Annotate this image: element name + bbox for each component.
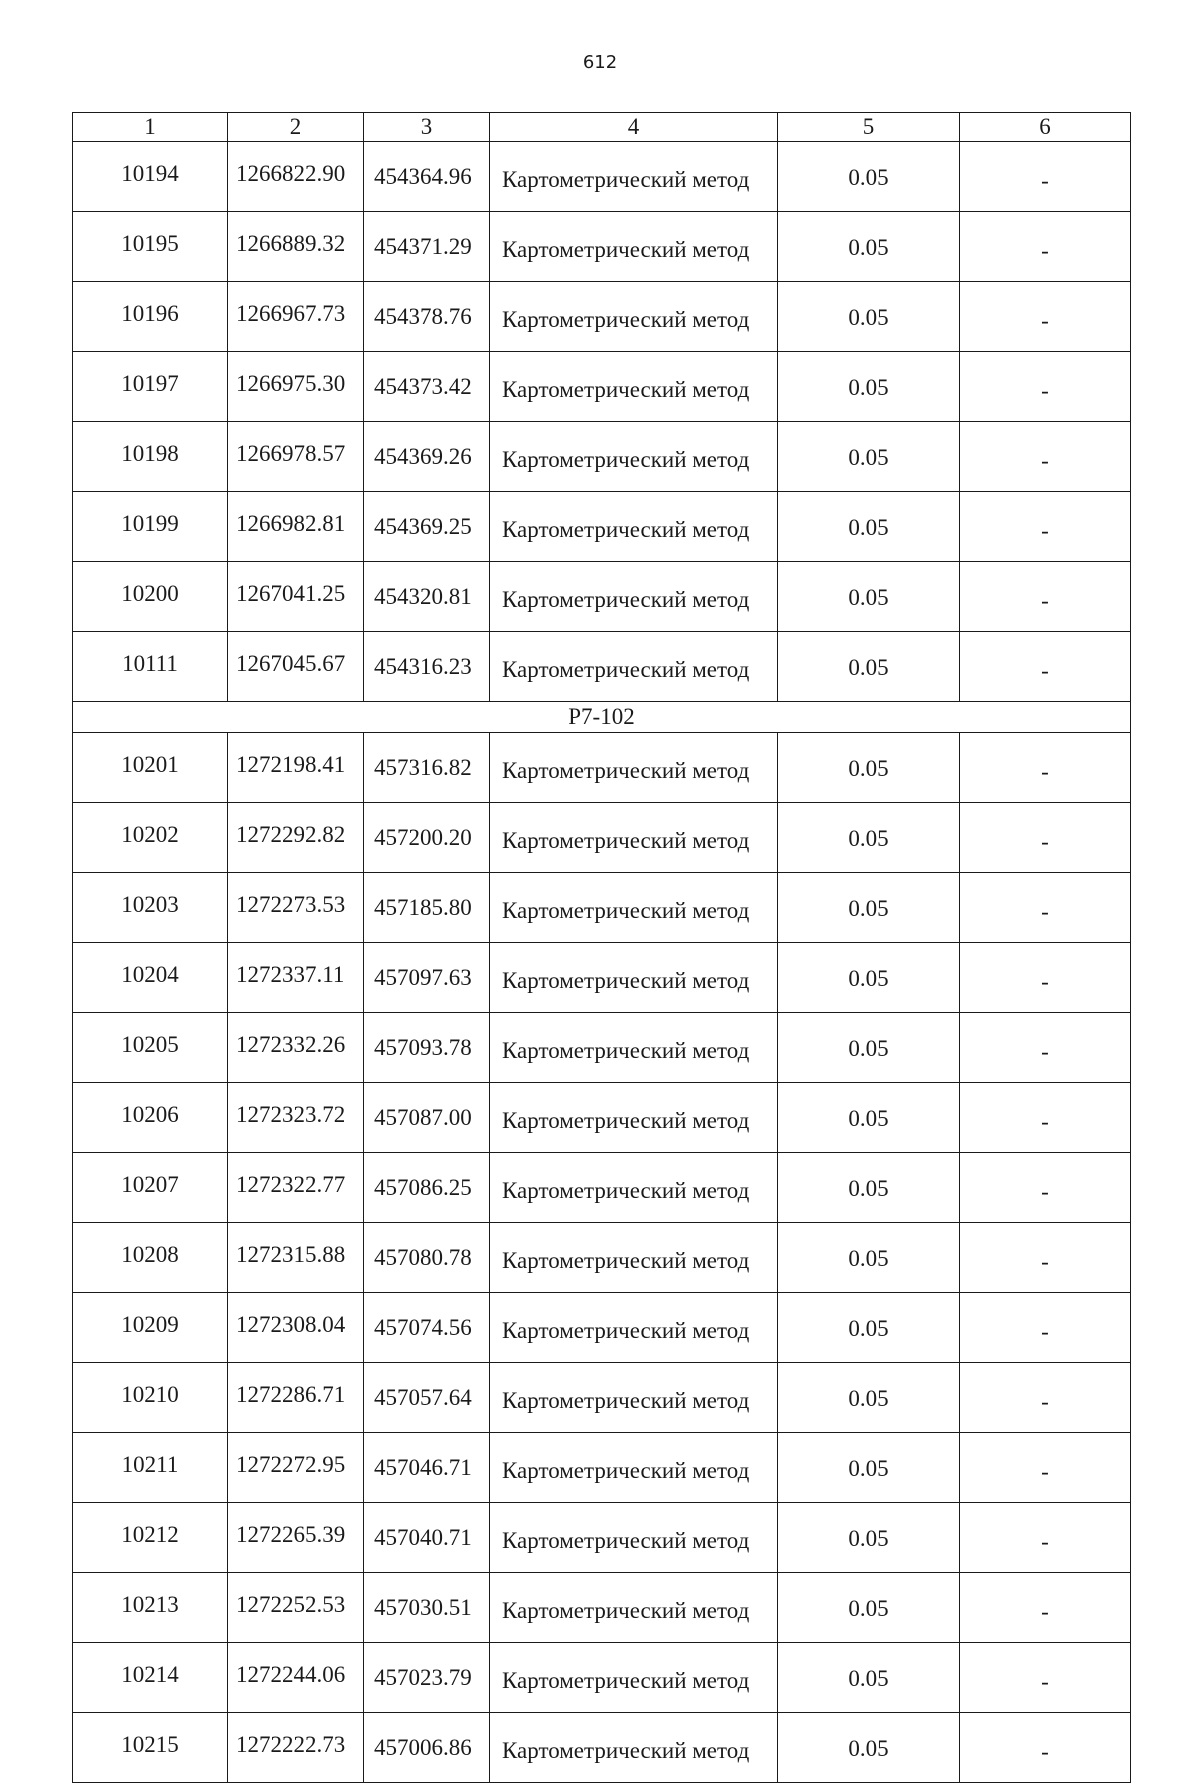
x-coordinate-cell: 1266822.90 — [228, 142, 364, 212]
table-row — [73, 1153, 1131, 1223]
method-cell: Картометрический метод — [490, 873, 778, 943]
accuracy-cell: 0.05 — [778, 1363, 960, 1433]
note-cell: - — [960, 1223, 1131, 1293]
x-coordinate-cell: 1272272.95 — [228, 1433, 364, 1503]
note-cell: - — [960, 943, 1131, 1013]
method-cell: Картометрический метод — [490, 1503, 778, 1573]
table-row — [73, 1573, 1131, 1643]
table-row — [73, 632, 1131, 702]
note-cell: - — [960, 1643, 1131, 1713]
column-header-1: 1 — [73, 113, 228, 142]
point-number-cell: 10200 — [73, 562, 228, 632]
table-row — [73, 1363, 1131, 1433]
note-cell: - — [960, 1293, 1131, 1363]
y-coordinate-cell: 457316.82 — [364, 733, 490, 803]
point-number-cell: 10210 — [73, 1363, 228, 1433]
point-number-cell: 10203 — [73, 873, 228, 943]
y-coordinate-cell: 457057.64 — [364, 1363, 490, 1433]
table-row — [73, 1643, 1131, 1713]
x-coordinate-cell: 1266967.73 — [228, 282, 364, 352]
point-number-cell: 10215 — [73, 1713, 228, 1783]
note-cell: - — [960, 492, 1131, 562]
note-cell: - — [960, 282, 1131, 352]
y-coordinate-cell: 454378.76 — [364, 282, 490, 352]
accuracy-cell: 0.05 — [778, 562, 960, 632]
x-coordinate-cell: 1272332.26 — [228, 1013, 364, 1083]
note-cell: - — [960, 873, 1131, 943]
y-coordinate-cell: 457030.51 — [364, 1573, 490, 1643]
table-row — [73, 1713, 1131, 1783]
method-cell: Картометрический метод — [490, 1643, 778, 1713]
x-coordinate-cell: 1272322.77 — [228, 1153, 364, 1223]
accuracy-cell: 0.05 — [778, 1013, 960, 1083]
page-number: 612 — [582, 52, 618, 73]
note-cell: - — [960, 212, 1131, 282]
method-cell: Картометрический метод — [490, 352, 778, 422]
accuracy-cell: 0.05 — [778, 632, 960, 702]
point-number-cell: 10194 — [73, 142, 228, 212]
point-number-cell: 10199 — [73, 492, 228, 562]
y-coordinate-cell: 457087.00 — [364, 1083, 490, 1153]
x-coordinate-cell: 1272252.53 — [228, 1573, 364, 1643]
point-number-cell: 10195 — [73, 212, 228, 282]
accuracy-cell: 0.05 — [778, 492, 960, 562]
accuracy-cell: 0.05 — [778, 142, 960, 212]
column-header-4: 4 — [490, 113, 778, 142]
accuracy-cell: 0.05 — [778, 422, 960, 492]
x-coordinate-cell: 1272244.06 — [228, 1643, 364, 1713]
y-coordinate-cell: 457200.20 — [364, 803, 490, 873]
accuracy-cell: 0.05 — [778, 1293, 960, 1363]
x-coordinate-cell: 1266978.57 — [228, 422, 364, 492]
column-header-6: 6 — [960, 113, 1131, 142]
method-cell: Картометрический метод — [490, 733, 778, 803]
method-cell: Картометрический метод — [490, 1433, 778, 1503]
accuracy-cell: 0.05 — [778, 873, 960, 943]
accuracy-cell: 0.05 — [778, 733, 960, 803]
y-coordinate-cell: 457093.78 — [364, 1013, 490, 1083]
y-coordinate-cell: 454316.23 — [364, 632, 490, 702]
method-cell: Картометрический метод — [490, 632, 778, 702]
table-row — [73, 1013, 1131, 1083]
x-coordinate-cell: 1272273.53 — [228, 873, 364, 943]
table-row — [73, 1223, 1131, 1293]
accuracy-cell: 0.05 — [778, 803, 960, 873]
point-number-cell: 10205 — [73, 1013, 228, 1083]
y-coordinate-cell: 454369.26 — [364, 422, 490, 492]
accuracy-cell: 0.05 — [778, 352, 960, 422]
x-coordinate-cell: 1266975.30 — [228, 352, 364, 422]
x-coordinate-cell: 1272308.04 — [228, 1293, 364, 1363]
accuracy-cell: 0.05 — [778, 1153, 960, 1223]
y-coordinate-cell: 454373.42 — [364, 352, 490, 422]
method-cell: Картометрический метод — [490, 282, 778, 352]
y-coordinate-cell: 457080.78 — [364, 1223, 490, 1293]
note-cell: - — [960, 632, 1131, 702]
y-coordinate-cell: 457023.79 — [364, 1643, 490, 1713]
table-row — [73, 1083, 1131, 1153]
table-row — [73, 212, 1131, 282]
table-body-top — [73, 142, 1131, 702]
accuracy-cell: 0.05 — [778, 943, 960, 1013]
header-row — [73, 113, 1131, 142]
column-header-3: 3 — [364, 113, 490, 142]
method-cell: Картометрический метод — [490, 492, 778, 562]
note-cell: - — [960, 803, 1131, 873]
x-coordinate-cell: 1272323.72 — [228, 1083, 364, 1153]
table-row — [73, 422, 1131, 492]
accuracy-cell: 0.05 — [778, 1083, 960, 1153]
method-cell: Картометрический метод — [490, 1223, 778, 1293]
point-number-cell: 10197 — [73, 352, 228, 422]
x-coordinate-cell: 1267045.67 — [228, 632, 364, 702]
table-row — [73, 1433, 1131, 1503]
y-coordinate-cell: 457006.86 — [364, 1713, 490, 1783]
method-cell: Картометрический метод — [490, 422, 778, 492]
method-cell: Картометрический метод — [490, 1363, 778, 1433]
method-cell: Картометрический метод — [490, 1573, 778, 1643]
x-coordinate-cell: 1266982.81 — [228, 492, 364, 562]
table-row — [73, 562, 1131, 632]
method-cell: Картометрический метод — [490, 1083, 778, 1153]
method-cell: Картометрический метод — [490, 1153, 778, 1223]
accuracy-cell: 0.05 — [778, 282, 960, 352]
x-coordinate-cell: 1272265.39 — [228, 1503, 364, 1573]
method-cell: Картометрический метод — [490, 1013, 778, 1083]
x-coordinate-cell: 1266889.32 — [228, 212, 364, 282]
table-row — [73, 873, 1131, 943]
point-number-cell: 10204 — [73, 943, 228, 1013]
point-number-cell: 10213 — [73, 1573, 228, 1643]
y-coordinate-cell: 454320.81 — [364, 562, 490, 632]
note-cell: - — [960, 1363, 1131, 1433]
table-row — [73, 492, 1131, 562]
note-cell: - — [960, 1713, 1131, 1783]
x-coordinate-cell: 1272315.88 — [228, 1223, 364, 1293]
table-row — [73, 282, 1131, 352]
method-cell: Картометрический метод — [490, 943, 778, 1013]
point-number-cell: 10208 — [73, 1223, 228, 1293]
accuracy-cell: 0.05 — [778, 1643, 960, 1713]
coordinates-table — [72, 112, 1131, 1783]
point-number-cell: 10196 — [73, 282, 228, 352]
x-coordinate-cell: 1272222.73 — [228, 1713, 364, 1783]
point-number-cell: 10206 — [73, 1083, 228, 1153]
table-row — [73, 733, 1131, 803]
table-header — [73, 113, 1131, 142]
method-cell: Картометрический метод — [490, 1293, 778, 1363]
method-cell: Картометрический метод — [490, 212, 778, 282]
x-coordinate-cell: 1267041.25 — [228, 562, 364, 632]
x-coordinate-cell: 1272337.11 — [228, 943, 364, 1013]
method-cell: Картометрический метод — [490, 142, 778, 212]
section-row — [73, 702, 1131, 733]
column-header-2: 2 — [228, 113, 364, 142]
table-body-bottom — [73, 733, 1131, 1783]
accuracy-cell: 0.05 — [778, 1713, 960, 1783]
table-row — [73, 803, 1131, 873]
note-cell: - — [960, 1013, 1131, 1083]
point-number-cell: 10212 — [73, 1503, 228, 1573]
y-coordinate-cell: 454364.96 — [364, 142, 490, 212]
y-coordinate-cell: 457086.25 — [364, 1153, 490, 1223]
point-number-cell: 10201 — [73, 733, 228, 803]
method-cell: Картометрический метод — [490, 562, 778, 632]
y-coordinate-cell: 457040.71 — [364, 1503, 490, 1573]
table-row — [73, 943, 1131, 1013]
accuracy-cell: 0.05 — [778, 1503, 960, 1573]
point-number-cell: 10209 — [73, 1293, 228, 1363]
x-coordinate-cell: 1272286.71 — [228, 1363, 364, 1433]
method-cell: Картометрический метод — [490, 1713, 778, 1783]
note-cell: - — [960, 1573, 1131, 1643]
y-coordinate-cell: 457097.63 — [364, 943, 490, 1013]
y-coordinate-cell: 457074.56 — [364, 1293, 490, 1363]
note-cell: - — [960, 142, 1131, 212]
y-coordinate-cell: 457185.80 — [364, 873, 490, 943]
table-row — [73, 1293, 1131, 1363]
column-header-5: 5 — [778, 113, 960, 142]
note-cell: - — [960, 733, 1131, 803]
accuracy-cell: 0.05 — [778, 1573, 960, 1643]
note-cell: - — [960, 1433, 1131, 1503]
accuracy-cell: 0.05 — [778, 212, 960, 282]
point-number-cell: 10207 — [73, 1153, 228, 1223]
point-number-cell: 10111 — [73, 632, 228, 702]
table-row — [73, 352, 1131, 422]
note-cell: - — [960, 562, 1131, 632]
section-label: Р7-102 — [73, 702, 1131, 733]
x-coordinate-cell: 1272292.82 — [228, 803, 364, 873]
y-coordinate-cell: 457046.71 — [364, 1433, 490, 1503]
point-number-cell: 10198 — [73, 422, 228, 492]
y-coordinate-cell: 454371.29 — [364, 212, 490, 282]
accuracy-cell: 0.05 — [778, 1433, 960, 1503]
table-section — [73, 702, 1131, 733]
accuracy-cell: 0.05 — [778, 1223, 960, 1293]
x-coordinate-cell: 1272198.41 — [228, 733, 364, 803]
note-cell: - — [960, 1153, 1131, 1223]
note-cell: - — [960, 1083, 1131, 1153]
point-number-cell: 10202 — [73, 803, 228, 873]
table-row — [73, 142, 1131, 212]
method-cell: Картометрический метод — [490, 803, 778, 873]
note-cell: - — [960, 352, 1131, 422]
point-number-cell: 10214 — [73, 1643, 228, 1713]
point-number-cell: 10211 — [73, 1433, 228, 1503]
table-row — [73, 1503, 1131, 1573]
y-coordinate-cell: 454369.25 — [364, 492, 490, 562]
note-cell: - — [960, 422, 1131, 492]
note-cell: - — [960, 1503, 1131, 1573]
